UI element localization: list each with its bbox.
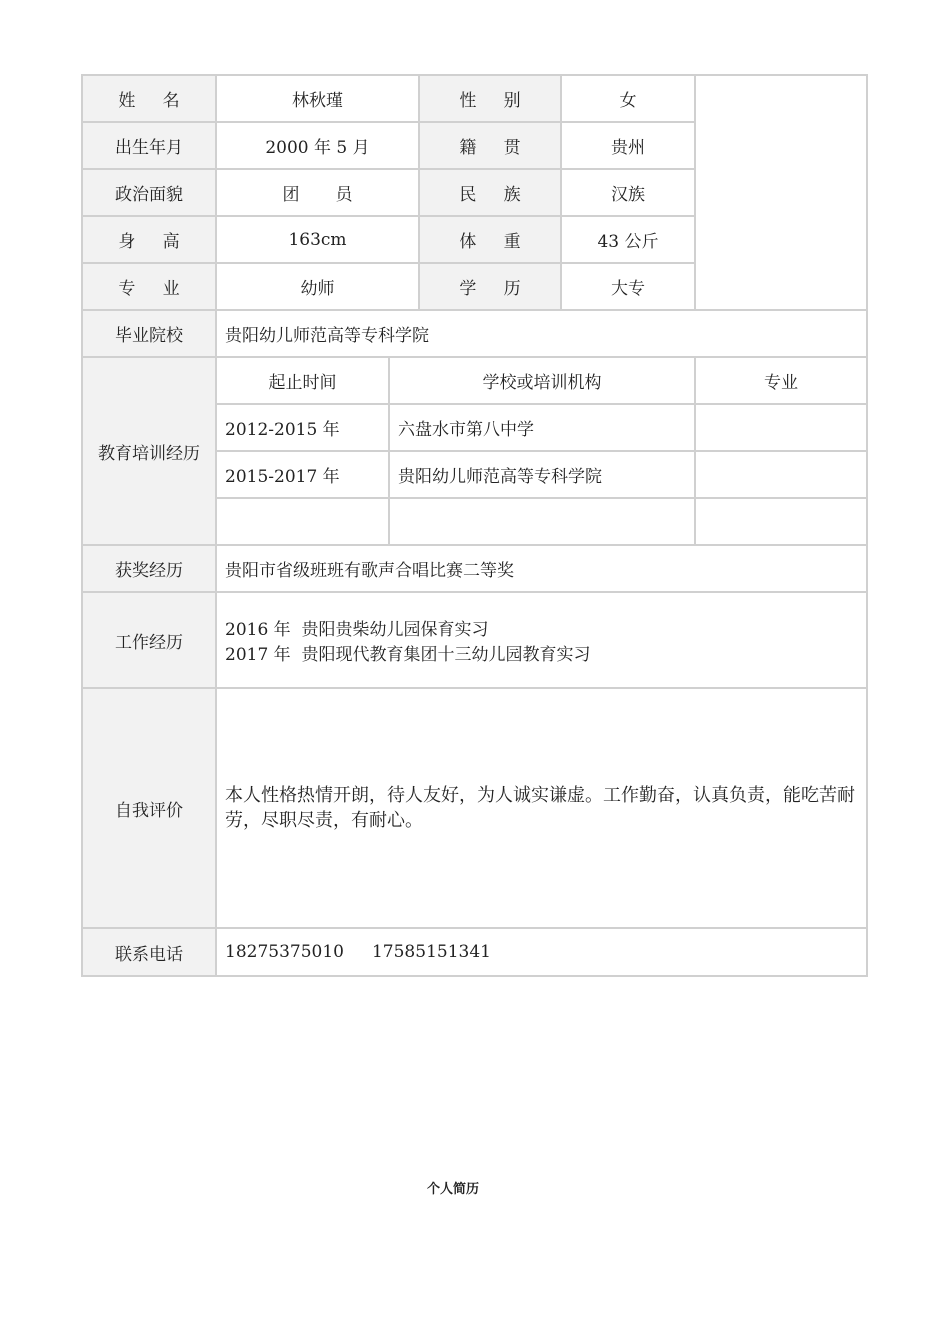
birth-value: 2000 年 5 月	[216, 122, 419, 169]
education-header-school: 学校或培训机构	[389, 357, 695, 404]
native-label: 籍贯	[419, 122, 561, 169]
education-major	[695, 404, 867, 451]
birth-label: 出生年月	[82, 122, 216, 169]
awards-value: 贵阳市省级班班有歌声合唱比赛二等奖	[216, 545, 867, 592]
education-major	[695, 498, 867, 545]
education-label: 教育培训经历	[82, 357, 216, 545]
contact-value	[216, 928, 867, 976]
education-major	[695, 451, 867, 498]
name-label: 姓名	[82, 75, 216, 122]
gender-value: 女	[561, 75, 695, 122]
name-value: 林秋瑾	[216, 75, 419, 122]
work-line: 2016 年 贵阳贵柴幼儿园保育实习	[225, 620, 489, 640]
gender-label: 性别	[419, 75, 561, 122]
education-school: 贵阳幼儿师范高等专科学院	[389, 451, 695, 498]
contact-label: 联系电话	[82, 928, 216, 976]
height-value: 163cm	[216, 216, 419, 263]
education-period: 2015-2017 年	[216, 451, 389, 498]
ethnic-label: 民族	[419, 169, 561, 216]
education-header-period: 起止时间	[216, 357, 389, 404]
photo-cell	[695, 75, 867, 310]
education-school	[389, 498, 695, 545]
phone-number: 18275375010	[225, 942, 344, 962]
awards-label: 获奖经历	[82, 545, 216, 592]
work-value	[216, 592, 867, 688]
school-label: 毕业院校	[82, 310, 216, 357]
weight-label: 体重	[419, 216, 561, 263]
degree-value: 大专	[561, 263, 695, 310]
political-label: 政治面貌	[82, 169, 216, 216]
major-label: 专业	[82, 263, 216, 310]
education-school: 六盘水市第八中学	[389, 404, 695, 451]
work-line: 2017 年 贵阳现代教育集团十三幼儿园教育实习	[225, 645, 591, 665]
major-value: 幼师	[216, 263, 419, 310]
height-label: 身高	[82, 216, 216, 263]
self-eval-label: 自我评价	[82, 688, 216, 928]
education-period: 2012-2015 年	[216, 404, 389, 451]
ethnic-value: 汉族	[561, 169, 695, 216]
phone-number: 17585151341	[371, 942, 491, 962]
degree-label: 学历	[419, 263, 561, 310]
weight-value: 43 公斤	[561, 216, 695, 263]
footer-title: 个人简历	[426, 1182, 479, 1197]
native-value: 贵州	[561, 122, 695, 169]
work-label: 工作经历	[82, 592, 216, 688]
school-value: 贵阳幼儿师范高等专科学院	[216, 310, 867, 357]
education-period	[216, 498, 389, 545]
resume-table	[81, 74, 868, 977]
self-eval-value: 本人性格热情开朗，待人友好，为人诚实谦虚。工作勤奋，认真负责，能吃苦耐劳，尽职尽责，有耐心。	[216, 688, 867, 928]
education-header-major: 专业	[695, 357, 867, 404]
political-value: 团 员	[216, 169, 419, 216]
